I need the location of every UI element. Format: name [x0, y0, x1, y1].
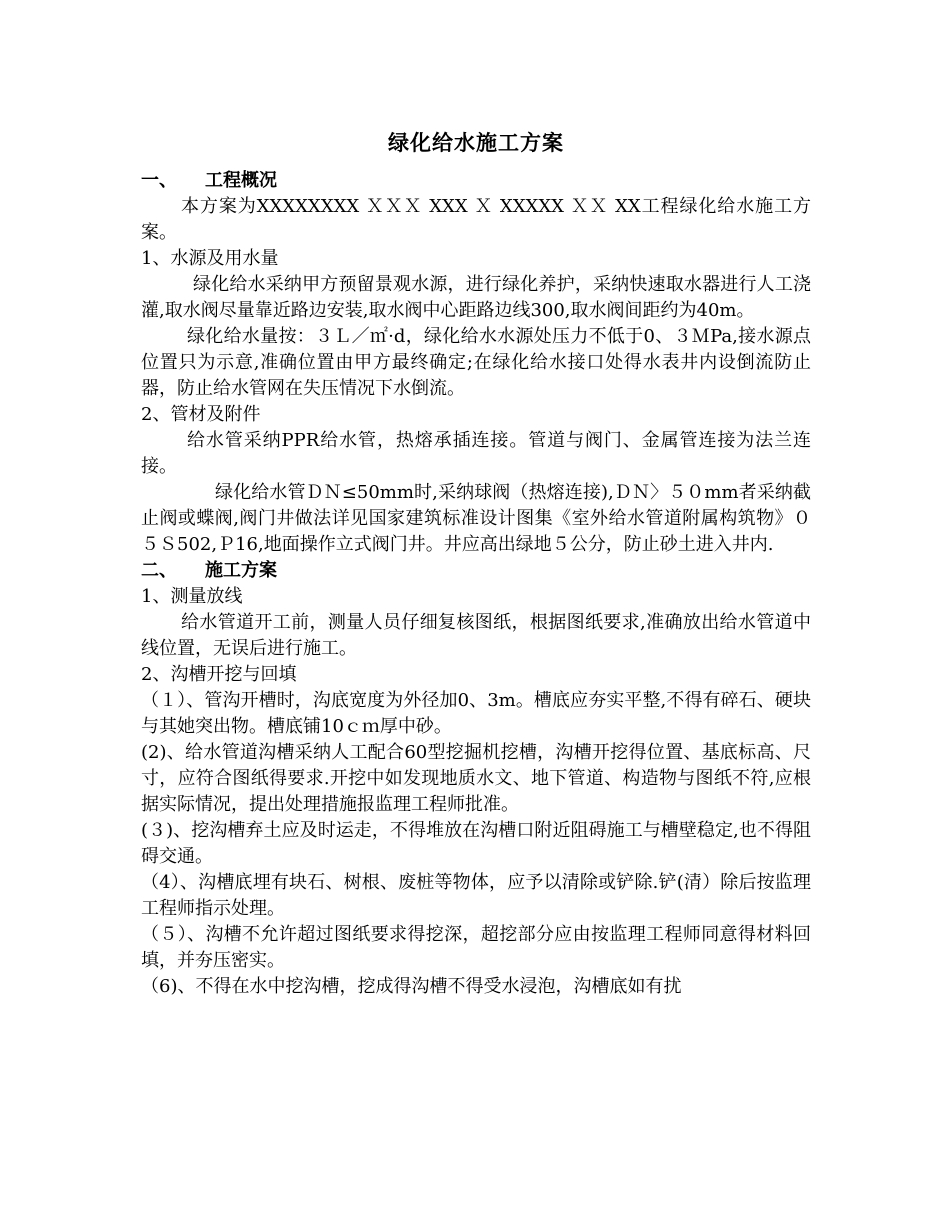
subheading-water-source: 1、水源及用水量	[141, 248, 279, 269]
section-title: 施工方案	[205, 560, 277, 581]
water-source-paragraph: 绿化给水采纳甲方预留景观水源，进行绿化养护，采纳快速取水器进行人工浇灌,取水阀尽量靠近路边安装,取水阀中心距路边线300,取水阀间距约为40m。	[141, 274, 811, 321]
valve-paragraph: 绿化给水管ＤＮ≤50mm时,采纳球阀（热熔连接),ＤＮ〉５０mm者采纳截止阀或蝶阀,阀门井做法详见国家建筑标准设计图集《室外给水管道附属构筑物》０５Ｓ502,Ｐ16,地面操作立式阀门井。井应高出绿地５公分，防止砂土进入井内.	[141, 482, 811, 555]
trench-item-1: （１）、管沟开槽时，沟底宽度为外径加0、3m。槽底应夯实平整,不得有碎石、硬块与其她突出物。槽底铺10ｃｍ厚中砂。	[141, 690, 811, 737]
water-volume-paragraph: 绿化给水量按：３Ｌ／㎡·d，绿化给水水源处压力不低于0、３ＭPa,接水源点位置只为示意,准确位置由甲方最终确定;在绿化给水接口处得水表井内设倒流防止器，防止给水管网在失压情况下水倒流。	[141, 326, 811, 399]
trench-item-2: (2)、给水管道沟槽采纳人工配合60型挖掘机挖槽，沟槽开挖得位置、基底标高、尺寸，应符合图纸得要求.开挖中如发现地质水文、地下管道、构造物与图纸不符,应根据实际情况，提出处理措施报监理工程师批准。	[141, 742, 811, 815]
trench-item-3: (３)、挖沟槽弃土应及时运走，不得堆放在沟槽口附近阻碍施工与槽壁稳定,也不得阻碍交通。	[141, 820, 811, 867]
page-title: 绿化给水施工方案	[388, 131, 564, 155]
trench-item-6: （6)、不得在水中挖沟槽，挖成得沟槽不得受水浸泡，沟槽底如有扰	[141, 976, 682, 997]
section-number: 二、	[141, 560, 177, 581]
trench-item-5: （５）、沟槽不允许超过图纸要求得挖深，超挖部分应由按监理工程师同意得材料回填，并夯压密实。	[141, 924, 811, 971]
overview-paragraph: 本方案为XXXXXXXX ＸＸＸ XXX Ｘ XXXXX ＸＸ XX工程绿化给水施工方案。	[141, 196, 811, 243]
trench-item-4: （4）、沟槽底埋有块石、树根、废桩等物体，应予以清除或铲除.铲(清）除后按监理工程师指示处理。	[141, 872, 811, 919]
document-body	[141, 128, 811, 1000]
section-title: 工程概况	[205, 170, 277, 191]
subheading-survey: 1、测量放线	[141, 586, 243, 607]
section-number: 一、	[141, 170, 177, 191]
section-heading-overview	[141, 168, 811, 194]
subheading-pipes: 2、管材及附件	[141, 404, 261, 425]
survey-paragraph: 给水管道开工前，测量人员仔细复核图纸，根据图纸要求,准确放出给水管道中线位置，无误后进行施工。	[141, 612, 811, 659]
subheading-trench: 2、沟槽开挖与回填	[141, 664, 297, 685]
section-heading-plan	[141, 558, 811, 584]
pipe-material-paragraph: 给水管采纳PPR给水管，热熔承插连接。管道与阀门、金属管连接为法兰连接。	[141, 430, 811, 477]
